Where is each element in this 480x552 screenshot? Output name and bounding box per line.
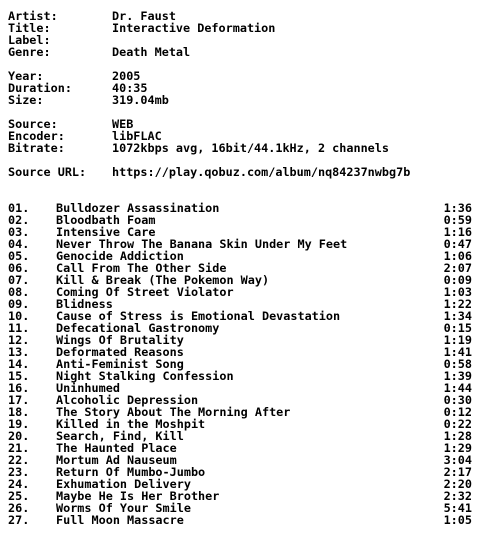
track-duration: 0:47 <box>443 237 472 251</box>
metadata-key: Artist: <box>8 9 58 23</box>
track-title: Call From The Other Side <box>56 261 227 275</box>
metadata-value: Dr. Faust <box>112 9 176 23</box>
track-number: 23. <box>8 465 30 479</box>
track-number: 27. <box>8 513 30 527</box>
metadata-key: Genre: <box>8 45 51 59</box>
track-number: 01. <box>8 201 30 215</box>
track-number: 06. <box>8 261 30 275</box>
track-number: 18. <box>8 405 30 419</box>
metadata-value: 2005 <box>112 69 141 83</box>
track-number: 03. <box>8 225 30 239</box>
track-duration: 1:29 <box>443 441 472 455</box>
metadata-key: Duration: <box>8 81 72 95</box>
track-duration: 2:32 <box>443 489 472 503</box>
track-number: 09. <box>8 297 30 311</box>
metadata-spacer <box>8 58 476 70</box>
metadata-key: Source: <box>8 117 58 131</box>
track-duration: 0:58 <box>443 357 472 371</box>
track-duration: 0:22 <box>443 417 472 431</box>
metadata-key: Source URL: <box>8 165 87 179</box>
track-number: 14. <box>8 357 30 371</box>
track-duration: 1:36 <box>443 201 472 215</box>
track-number: 24. <box>8 477 30 491</box>
metadata-row-genre <box>8 46 476 58</box>
track-duration: 3:04 <box>443 453 472 467</box>
track-duration: 1:03 <box>443 285 472 299</box>
metadata-row-label <box>8 34 476 46</box>
track-number: 02. <box>8 213 30 227</box>
track-title: The Story About The Morning After <box>56 405 291 419</box>
metadata-row-title <box>8 22 476 34</box>
track-duration: 1:19 <box>443 333 472 347</box>
metadata-key: Encoder: <box>8 129 65 143</box>
track-duration: 1:06 <box>443 249 472 263</box>
track-title: Maybe He Is Her Brother <box>56 489 220 503</box>
track-title: Intensive Care <box>56 225 156 239</box>
track-duration: 0:12 <box>443 405 472 419</box>
track-title: Bulldozer Assassination <box>56 201 220 215</box>
track-number: 05. <box>8 249 30 263</box>
metadata-value: Interactive Deformation <box>112 21 276 35</box>
track-title: Never Throw The Banana Skin Under My Feet <box>56 237 348 251</box>
track-title: Uninhumed <box>56 381 120 395</box>
track-title: Wings Of Brutality <box>56 333 184 347</box>
track-title: Cause of Stress is Emotional Devastation <box>56 309 341 323</box>
track-title: Genocide Addiction <box>56 249 184 263</box>
metadata-spacer <box>8 106 476 118</box>
metadata-row-size <box>8 94 476 106</box>
track-title: Night Stalking Confession <box>56 369 234 383</box>
track-title: Coming Of Street Violator <box>56 285 234 299</box>
track-duration: 0:30 <box>443 393 472 407</box>
track-duration: 1:22 <box>443 297 472 311</box>
metadata-value: 40:35 <box>112 81 148 95</box>
metadata-row-year <box>8 70 476 82</box>
section-spacer <box>8 178 476 190</box>
track-title: Search, Find, Kill <box>56 429 184 443</box>
track-number: 19. <box>8 417 30 431</box>
metadata-row-source-url <box>8 166 476 178</box>
track-duration: 5:41 <box>443 501 472 515</box>
metadata-key: Title: <box>8 21 51 35</box>
track-duration: 0:15 <box>443 321 472 335</box>
track-number: 13. <box>8 345 30 359</box>
track-title: Alcoholic Depression <box>56 393 199 407</box>
track-number: 10. <box>8 309 30 323</box>
track-number: 15. <box>8 369 30 383</box>
track-duration: 1:44 <box>443 381 472 395</box>
track-number: 04. <box>8 237 30 251</box>
track-duration: 1:34 <box>443 309 472 323</box>
metadata-key: Size: <box>8 93 44 107</box>
track-title: Bloodbath Foam <box>56 213 156 227</box>
track-title: The Haunted Place <box>56 441 177 455</box>
track-title: Blidness <box>56 297 113 311</box>
track-duration: 2:07 <box>443 261 472 275</box>
track-duration: 2:20 <box>443 477 472 491</box>
track-title: Full Moon Massacre <box>56 513 184 527</box>
track-duration: 0:59 <box>443 213 472 227</box>
metadata-key: Label: <box>8 33 51 47</box>
track-duration: 1:16 <box>443 225 472 239</box>
track-number: 08. <box>8 285 30 299</box>
track-duration: 0:09 <box>443 273 472 287</box>
metadata-key: Year: <box>8 69 44 83</box>
metadata-value: 319.04mb <box>112 93 169 107</box>
track-title: Return Of Mumbo-Jumbo <box>56 465 206 479</box>
track-title: Mortum Ad Nauseum <box>56 453 177 467</box>
track-number: 11. <box>8 321 30 335</box>
track-number: 07. <box>8 273 30 287</box>
track-title: Killed in the Moshpit <box>56 417 206 431</box>
metadata-key: Bitrate: <box>8 141 65 155</box>
track-number: 21. <box>8 441 30 455</box>
metadata-value: Death Metal <box>112 45 191 59</box>
track-title: Worms Of Your Smile <box>56 501 191 515</box>
track-duration: 1:41 <box>443 345 472 359</box>
track-number: 20. <box>8 429 30 443</box>
track-number: 25. <box>8 489 30 503</box>
release-metadata <box>8 10 476 178</box>
metadata-value: 1072kbps avg, 16bit/44.1kHz, 2 channels <box>112 141 389 155</box>
metadata-value: libFLAC <box>112 129 162 143</box>
tracklist <box>8 202 476 526</box>
track-number: 16. <box>8 381 30 395</box>
track-title: Anti-Feminist Song <box>56 357 184 371</box>
track-duration: 1:39 <box>443 369 472 383</box>
track-row <box>8 514 476 526</box>
track-title: Exhumation Delivery <box>56 477 191 491</box>
track-title: Defecational Gastronomy <box>56 321 220 335</box>
track-number: 26. <box>8 501 30 515</box>
track-duration: 1:28 <box>443 429 472 443</box>
track-title: Kill & Break (The Pokemon Way) <box>56 273 270 287</box>
track-duration: 2:17 <box>443 465 472 479</box>
metadata-row-duration <box>8 82 476 94</box>
track-duration: 1:05 <box>443 513 472 527</box>
track-number: 22. <box>8 453 30 467</box>
metadata-row-source <box>8 118 476 130</box>
track-number: 17. <box>8 393 30 407</box>
release-info-document <box>8 10 476 526</box>
metadata-row-bitrate <box>8 142 476 154</box>
track-number: 12. <box>8 333 30 347</box>
metadata-value: https://play.qobuz.com/album/nq84237nwbg7b <box>112 165 411 179</box>
track-title: Deformated Reasons <box>56 345 184 359</box>
metadata-value: WEB <box>112 117 134 131</box>
